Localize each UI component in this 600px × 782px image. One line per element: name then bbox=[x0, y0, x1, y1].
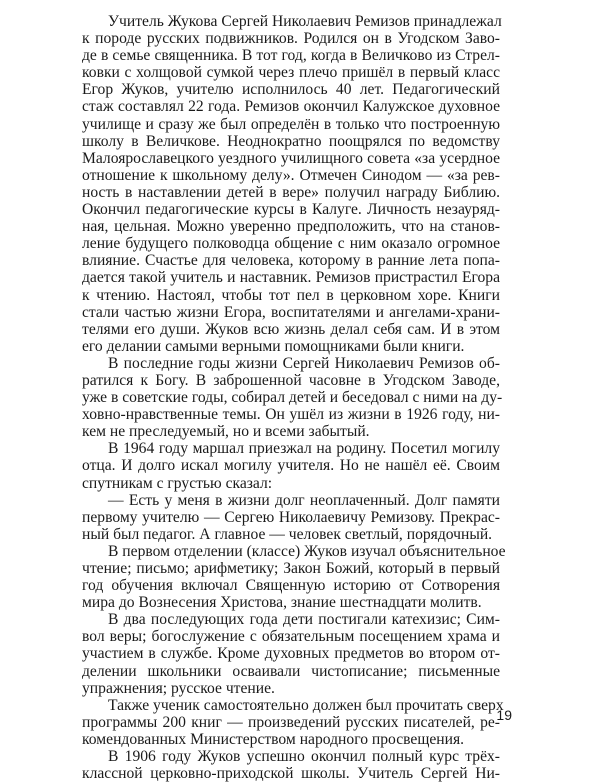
text-line: к породе русских подвижников. Родился он в Угодском Заво- bbox=[82, 30, 500, 48]
paragraph bbox=[82, 354, 503, 441]
text-line: упражнения; русское чтение. bbox=[82, 679, 275, 697]
text-line: кем не преследуемый, но и всеми забытый. bbox=[82, 423, 370, 441]
text-line: ховно-нравственные темы. Он ушёл из жизни в 1926 году, ни- bbox=[82, 406, 500, 424]
text-line: В 1964 году маршал приезжал на родину. Посетил могилу bbox=[108, 440, 500, 458]
text-line: ный был педагог. А главное — человек светлый, порядочный. bbox=[82, 525, 493, 543]
text-line: Малоярославецкого уездного училищного совета «за усердное bbox=[82, 149, 500, 167]
text-line: ратился к Богу. В заброшенной часовне в Угодском Заводе, bbox=[82, 371, 500, 389]
paragraph bbox=[82, 492, 500, 543]
text-line: дается такой учитель и наставник. Ремизов пристрастил Егора bbox=[82, 269, 500, 287]
text-line: Также ученик самостоятельно должен был прочитать сверх bbox=[108, 696, 504, 714]
text-line: уже в советские годы, собирал детей и беседовал с ними на ду- bbox=[82, 389, 503, 407]
text-line: влияние. Счастье для человека, которому в ранние лета попа- bbox=[82, 252, 500, 270]
text-line: Егор Жуков, учителю исполнилось 40 лет. Педагогический bbox=[82, 81, 500, 99]
text-line: ление будущего полководца общение с ним оказало огромное bbox=[82, 235, 500, 253]
text-line: мира до Вознесения Христова, знание шестнадцати молитв. bbox=[82, 594, 482, 612]
text-line: стаж составлял 22 года. Ремизов окончил Калужское духовное bbox=[82, 98, 500, 116]
text-line: — Есть у меня в жизни долг неоплаченный. Долг памяти bbox=[108, 491, 500, 509]
text-line: ность в наставлении детей в вере» получил награду Библию. bbox=[82, 183, 500, 201]
text-line: делении школьники осваивали чистописание; письменные bbox=[82, 662, 500, 680]
text-line: спутникам с грустью сказал: bbox=[82, 474, 273, 492]
text-line: училище и сразу же был определён в только что построенную bbox=[82, 115, 500, 133]
text-line: чтение; письмо; арифметику; Закон Божий, который в первый bbox=[82, 560, 500, 577]
text-line: отношение к школьному делу». Отмечен Синодом — «за рев- bbox=[82, 166, 500, 184]
paragraph bbox=[82, 440, 500, 491]
text-line: В 1906 году Жуков успешно окончил полный курс трёх- bbox=[108, 748, 500, 766]
text-line: ная, цельная. Можно уверенно предположить, что на станов- bbox=[82, 218, 500, 236]
text-line: стали частью жизни Егора, воспитателями и ангелами-храни- bbox=[82, 303, 500, 321]
text-line: классной церковно-приходской школы. Учитель Сергей Ни- bbox=[82, 765, 500, 782]
text-line: комендованных Министерством народного просвещения. bbox=[82, 730, 465, 748]
page-number: 19 bbox=[496, 707, 512, 723]
text-line: ковки с холщовой сумкой через плечо пришёл в первый класс bbox=[82, 64, 500, 82]
text-line: к чтению. Настоял, чтобы тот пел в церковном хоре. Книги bbox=[82, 286, 500, 304]
paragraph bbox=[82, 611, 500, 696]
text-line: год обучения включал Священную историю от Сотворения bbox=[82, 577, 500, 595]
paragraph bbox=[82, 542, 506, 612]
text-line: первому учителю — Сергею Николаевичу Ремизову. Прекрас- bbox=[82, 508, 500, 526]
paragraph bbox=[82, 748, 500, 782]
text-line: В два последующих года дети постигали катехизис; Сим- bbox=[108, 611, 500, 629]
text-line: В последние годы жизни Сергей Николаевич Ремизов об- bbox=[108, 354, 500, 372]
text-line: программы 200 книг — произведений русских писателей, ре- bbox=[82, 713, 500, 731]
text-line: В первом отделении (классе) Жуков изучал объяснительное bbox=[108, 542, 506, 560]
body-text bbox=[82, 13, 506, 782]
text-line: Окончил педагогические курсы в Калуге. Личность незауряд- bbox=[82, 201, 500, 219]
text-line: школу в Величкове. Неоднократно поощрялся по ведомству bbox=[82, 132, 500, 150]
text-line: вол веры; богослужение с обязательным посещением храма и bbox=[82, 628, 500, 646]
text-line: его делании самыми верными помощниками были книги. bbox=[82, 337, 465, 355]
text-line: Учитель Жукова Сергей Николаевич Ремизов принадлежал bbox=[108, 13, 502, 30]
text-line: участием в службе. Кроме духовных предметов во втором от- bbox=[82, 645, 500, 663]
text-line: де в семье священника. В тот год, когда в Величково из Стрел- bbox=[82, 47, 500, 65]
paragraph bbox=[82, 13, 500, 355]
text-line: отца. И долго искал могилу учителя. Но не нашёл её. Своим bbox=[82, 457, 500, 475]
text-line: телями его души. Жуков всю жизнь делал себя сам. И в этом bbox=[82, 320, 500, 338]
